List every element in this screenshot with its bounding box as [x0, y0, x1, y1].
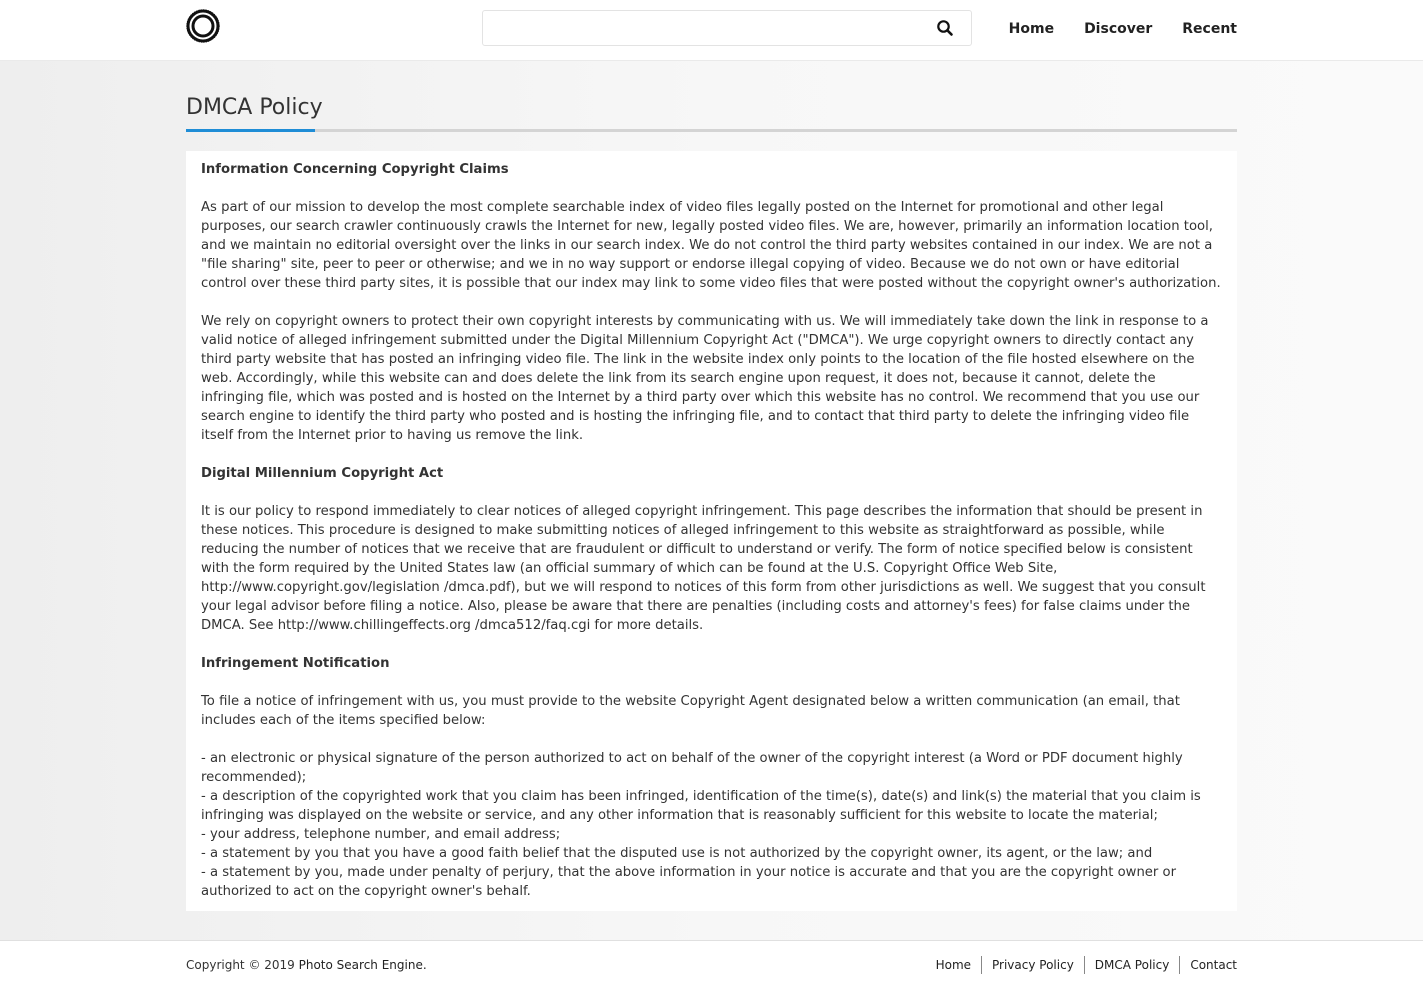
footer — [0, 940, 1423, 1008]
search-input[interactable] — [483, 11, 923, 45]
header — [0, 0, 1423, 61]
nav-home[interactable]: Home — [1008, 21, 1055, 37]
list-item: - your address, telephone number, and email address; — [201, 827, 561, 842]
list-item: - an electronic or physical signature of the person authorized to act on behalf of the owner of the copyright interest (a Word or PDF document highly recommended); — [201, 751, 1183, 785]
search-bar — [482, 10, 972, 46]
page-title: DMCA Policy — [186, 95, 323, 120]
title-accent-bar — [186, 129, 315, 132]
top-nav — [979, 21, 1237, 37]
paragraph-mission: As part of our mission to develop the most complete searchable index of video files legally posted on the Internet for promotional and other legal purposes, our search crawler continuously crawls the Internet for new, legally posted video files. We are, however, primarily an information location tool, and we maintain no editorial oversight over the links in our search index. We do not control the third party websites contained in our index. We are not a "file sharing" site, peer to peer or otherwise; and we in no way support or endorse illegal copying of video. Because we do not own or have editorial control over these third party sites, it is possible that our index may link to some video files that were posted without the copyright owner's authorization. — [201, 200, 1221, 291]
requirements-list — [201, 749, 1222, 901]
footer-link-contact[interactable]: Contact — [1179, 956, 1237, 974]
paragraph-rely-on-owners: We rely on copyright owners to protect their own copyright interests by communicating with us. We will immediately take down the link in response to a valid notice of alleged infringement submitted under the Digital Millennium Copyright Act ("DMCA"). We urge copyright owners to directly contact any third party website that has posted an infringing video file. The link in the website index only points to the location of the file hosted elsewhere on the web. Accordingly, while this website can and does delete the link from its search engine upon request, it does not, because it cannot, delete the infringing file, which was posted and is hosted on the Internet by a third party over which this website has no control. We recommend that you use our search engine to identify the third party who posted and is hosting the infringing file, and to contact that third party to delete the infringing video file itself from the Internet prior to having us remove the link. — [201, 314, 1209, 443]
paragraph-file-notice: To file a notice of infringement with us, you must provide to the website Copyright Agent designated below a written communication (an email, that includes each of the items specified below: — [201, 694, 1180, 728]
main-area — [0, 61, 1423, 941]
footer-link-privacy-policy[interactable]: Privacy Policy — [981, 956, 1084, 974]
logo-icon[interactable] — [186, 9, 220, 43]
list-item: - a statement by you that you have a good faith belief that the disputed use is not authorized by the copyright owner, its agent, or the law; and — [201, 846, 1153, 861]
list-item: - a statement by you, made under penalty of perjury, that the above information in your notice is accurate and that you are the copyright owner or authorized to act on the copyright owner's behalf. — [201, 865, 1177, 899]
section-heading-infringement-notification: Infringement Notification — [201, 656, 390, 671]
nav-recent[interactable]: Recent — [1182, 21, 1237, 37]
footer-link-home[interactable]: Home — [935, 958, 972, 972]
copyright — [186, 958, 427, 972]
search-icon[interactable] — [936, 19, 954, 37]
section-heading-copyright-claims: Information Concerning Copyright Claims — [201, 162, 509, 177]
title-section — [186, 93, 1237, 132]
list-item: - a description of the copyrighted work that you claim has been infringed, identification of the time(s), date(s) and link(s) the material that you claim is infringing was displayed on the website or service, and any other information that is reasonably sufficient for this website to locate the material; — [201, 789, 1201, 823]
footer-links — [926, 956, 1237, 974]
title-divider — [186, 129, 1237, 132]
policy-content — [186, 151, 1237, 911]
footer-link-dmca-policy[interactable]: DMCA Policy — [1084, 956, 1180, 974]
section-heading-dmca: Digital Millennium Copyright Act — [201, 466, 444, 481]
nav-discover[interactable]: Discover — [1084, 21, 1153, 37]
copyright-prefix: Copyright © 2019 — [186, 958, 299, 972]
paragraph-policy: It is our policy to respond immediately to clear notices of alleged copyright infringement. This page describes the information that should be present in these notices. This procedure is designed to make submitting notices of alleged infringement to this website as straightforward as possible, while reducing the number of notices that we receive that are fraudulent or difficult to understand or verify. The form of notice specified below is consistent with the form required by the United States law (an official summary of which can be found at the U.S. Copyright Office Web Site, http://www.copyright.gov/legislation /dmca.pdf), but we will respond to notices of this form from other jurisdictions as well. We suggest that you consult your legal advisor before filing a notice. Also, please be aware that there are penalties (including costs and attorney's fees) for false claims under the DMCA. See http://www.chillingeffects.org /dmca512/faq.cgi for more details. — [201, 504, 1206, 633]
brand-name: Photo Search Engine. — [298, 958, 427, 972]
